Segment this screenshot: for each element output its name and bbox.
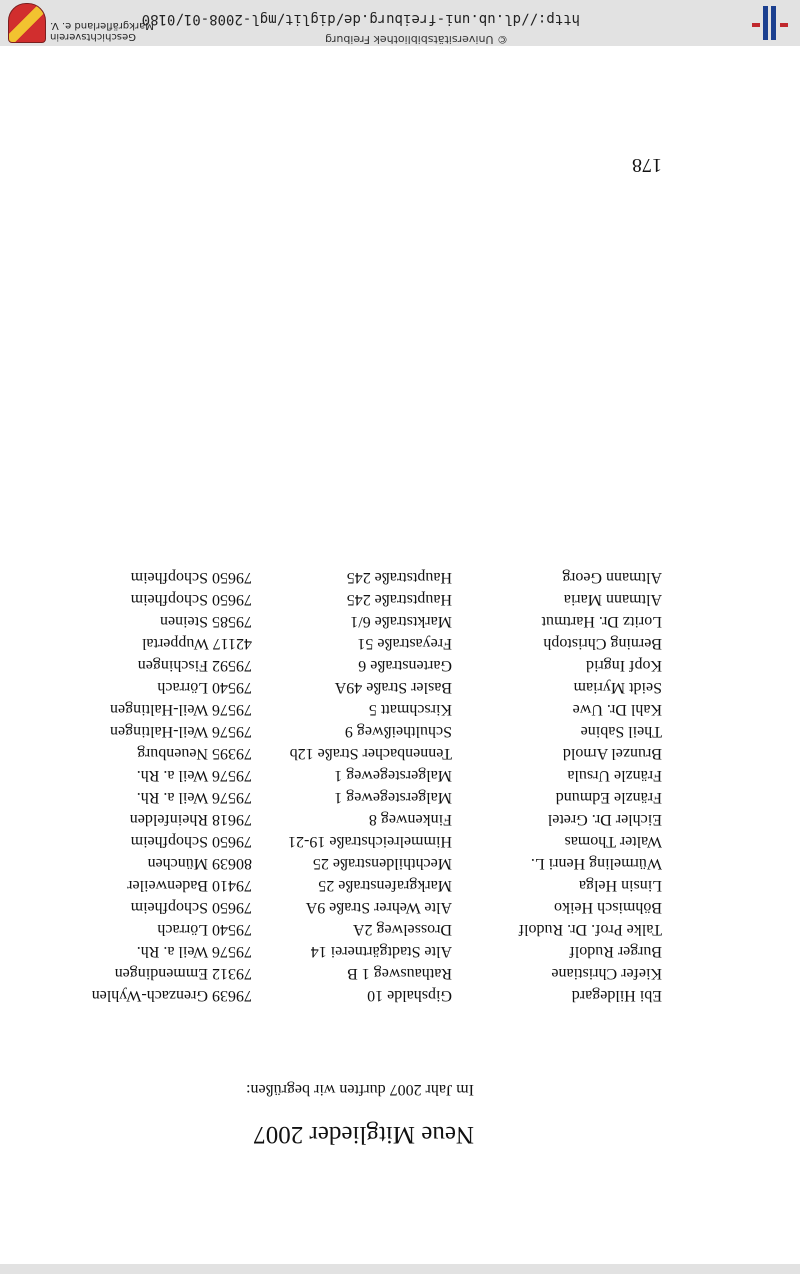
member-row bbox=[62, 652, 662, 674]
member-row bbox=[62, 982, 662, 1004]
member-street: Malgerstegeweg 1 bbox=[334, 789, 452, 806]
member-row bbox=[62, 938, 662, 960]
society-name-line: Markgräflerland e. V. bbox=[50, 20, 154, 31]
member-city: 42117 Wuppertal bbox=[142, 635, 252, 652]
member-name: Theil Sabine bbox=[580, 723, 662, 740]
intro-text: Im Jahr 2007 durften wir begrüßen: bbox=[246, 1081, 474, 1098]
member-name: Loritz Dr. Hartmut bbox=[541, 613, 662, 630]
member-row bbox=[62, 696, 662, 718]
member-city: 79576 Weil-Haltingen bbox=[110, 701, 252, 718]
member-row bbox=[62, 806, 662, 828]
member-row bbox=[62, 850, 662, 872]
member-row bbox=[62, 564, 662, 586]
member-row bbox=[62, 916, 662, 938]
member-city: 79540 Lörrach bbox=[157, 921, 252, 938]
member-city: 79585 Steinen bbox=[160, 613, 252, 630]
member-row bbox=[62, 872, 662, 894]
member-row bbox=[62, 784, 662, 806]
member-street: Alte Stadtgärtnerei 14 bbox=[310, 943, 452, 960]
member-row bbox=[62, 960, 662, 982]
member-row bbox=[62, 894, 662, 916]
member-name: Berning Christoph bbox=[543, 635, 662, 652]
member-city: 79592 Fischingen bbox=[137, 657, 252, 674]
member-street: Tennenbacher Straße 12b bbox=[289, 745, 452, 762]
viewer-footer-bar bbox=[0, 0, 800, 46]
member-city: 79410 Badenweiler bbox=[127, 877, 252, 894]
member-row bbox=[62, 674, 662, 696]
member-city: 79576 Weil-Haltingen bbox=[110, 723, 252, 740]
member-name: Kopf Ingrid bbox=[586, 657, 662, 674]
member-city: 79650 Schopfheim bbox=[130, 833, 252, 850]
logo-dash-icon bbox=[752, 23, 760, 27]
member-city: 80639 München bbox=[147, 855, 252, 872]
member-row bbox=[62, 630, 662, 652]
member-name: Böhmisch Heiko bbox=[554, 899, 662, 916]
member-name: Fränzle Ursula bbox=[567, 767, 662, 784]
member-street: Freyastraße 51 bbox=[357, 635, 452, 652]
university-library-logo-icon[interactable] bbox=[750, 6, 790, 40]
page-title: Neue Mitglieder 2007 bbox=[253, 1121, 474, 1148]
footer-permalink[interactable]: http://dl.ub.uni-freiburg.de/diglit/mgl-2008-01/0180 bbox=[141, 11, 580, 27]
member-name: Fränzle Edmund bbox=[555, 789, 662, 806]
member-row bbox=[62, 762, 662, 784]
logo-bar-icon bbox=[763, 6, 768, 40]
member-name: Altmann Maria bbox=[563, 591, 662, 608]
member-street: Gartenstraße 6 bbox=[358, 657, 452, 674]
member-city: 79650 Schopfheim bbox=[130, 569, 252, 586]
member-name: Ebi Hildegard bbox=[571, 987, 662, 1004]
member-street: Drosselweg 2A bbox=[352, 921, 452, 938]
viewer-header-bar bbox=[0, 1264, 800, 1274]
member-street: Mechthildenstraße 25 bbox=[312, 855, 452, 872]
member-city: 79618 Rheinfelden bbox=[129, 811, 252, 828]
member-name: Kiefer Christiane bbox=[551, 965, 662, 982]
member-row bbox=[62, 718, 662, 740]
member-city: 79650 Schopfheim bbox=[130, 591, 252, 608]
member-street: Basler Straße 49A bbox=[334, 679, 452, 696]
member-city: 79395 Neuenburg bbox=[137, 745, 252, 762]
society-name-line: Geschichtsverein bbox=[50, 31, 136, 42]
member-street: Markgrafenstraße 25 bbox=[318, 877, 452, 894]
member-name: Talke Prof. Dr. Rudolf bbox=[518, 921, 662, 938]
member-street: Rathausweg 1 B bbox=[347, 965, 452, 982]
member-street: Gipshalde 10 bbox=[367, 987, 452, 1004]
member-name: Walter Thomas bbox=[564, 833, 662, 850]
logo-bar-icon bbox=[771, 6, 776, 40]
member-city: 79650 Schopfheim bbox=[130, 899, 252, 916]
member-name: Altmann Georg bbox=[562, 569, 662, 586]
member-street: Finkenweg 8 bbox=[368, 811, 452, 828]
crest-shield-icon bbox=[8, 3, 46, 43]
member-street: Kirschmatt 5 bbox=[368, 701, 452, 718]
member-city: 79576 Weil a. Rh. bbox=[136, 943, 252, 960]
member-name: Kahl Dr. Uwe bbox=[572, 701, 662, 718]
member-row bbox=[62, 586, 662, 608]
member-street: Himmelreichstraße 19-21 bbox=[288, 833, 452, 850]
member-name: Seidt Myriam bbox=[573, 679, 662, 696]
member-street: Malgerstegeweg 1 bbox=[334, 767, 452, 784]
member-street: Schultheißweg 9 bbox=[344, 723, 452, 740]
member-city: 79576 Weil a. Rh. bbox=[136, 767, 252, 784]
member-city: 79639 Grenzach-Wyhlen bbox=[91, 987, 252, 1004]
member-row bbox=[62, 828, 662, 850]
society-crest-icon[interactable] bbox=[8, 3, 46, 43]
member-name: Brunzel Arnold bbox=[562, 745, 662, 762]
member-row bbox=[62, 740, 662, 762]
member-row bbox=[62, 608, 662, 630]
member-city: 79312 Emmendingen bbox=[114, 965, 252, 982]
member-list bbox=[62, 564, 662, 1004]
member-city: 79540 Lörrach bbox=[157, 679, 252, 696]
member-street: Hauptstraße 245 bbox=[346, 591, 452, 608]
logo-dash-icon bbox=[780, 23, 788, 27]
footer-copyright: © Universitätsbibliothek Freiburg bbox=[325, 33, 508, 46]
member-name: Linsin Helga bbox=[578, 877, 662, 894]
member-name: Würmeling Henri L. bbox=[530, 855, 662, 872]
member-city: 79576 Weil a. Rh. bbox=[136, 789, 252, 806]
member-street: Marktstraße 6/1 bbox=[350, 613, 452, 630]
member-street: Hauptstraße 245 bbox=[346, 569, 452, 586]
page-number: 178 bbox=[632, 154, 662, 176]
member-name: Eichler Dr. Gretel bbox=[547, 811, 662, 828]
member-street: Alte Wehrer Straße 9A bbox=[305, 899, 452, 916]
society-name bbox=[50, 20, 160, 42]
member-name: Burger Rudolf bbox=[569, 943, 662, 960]
